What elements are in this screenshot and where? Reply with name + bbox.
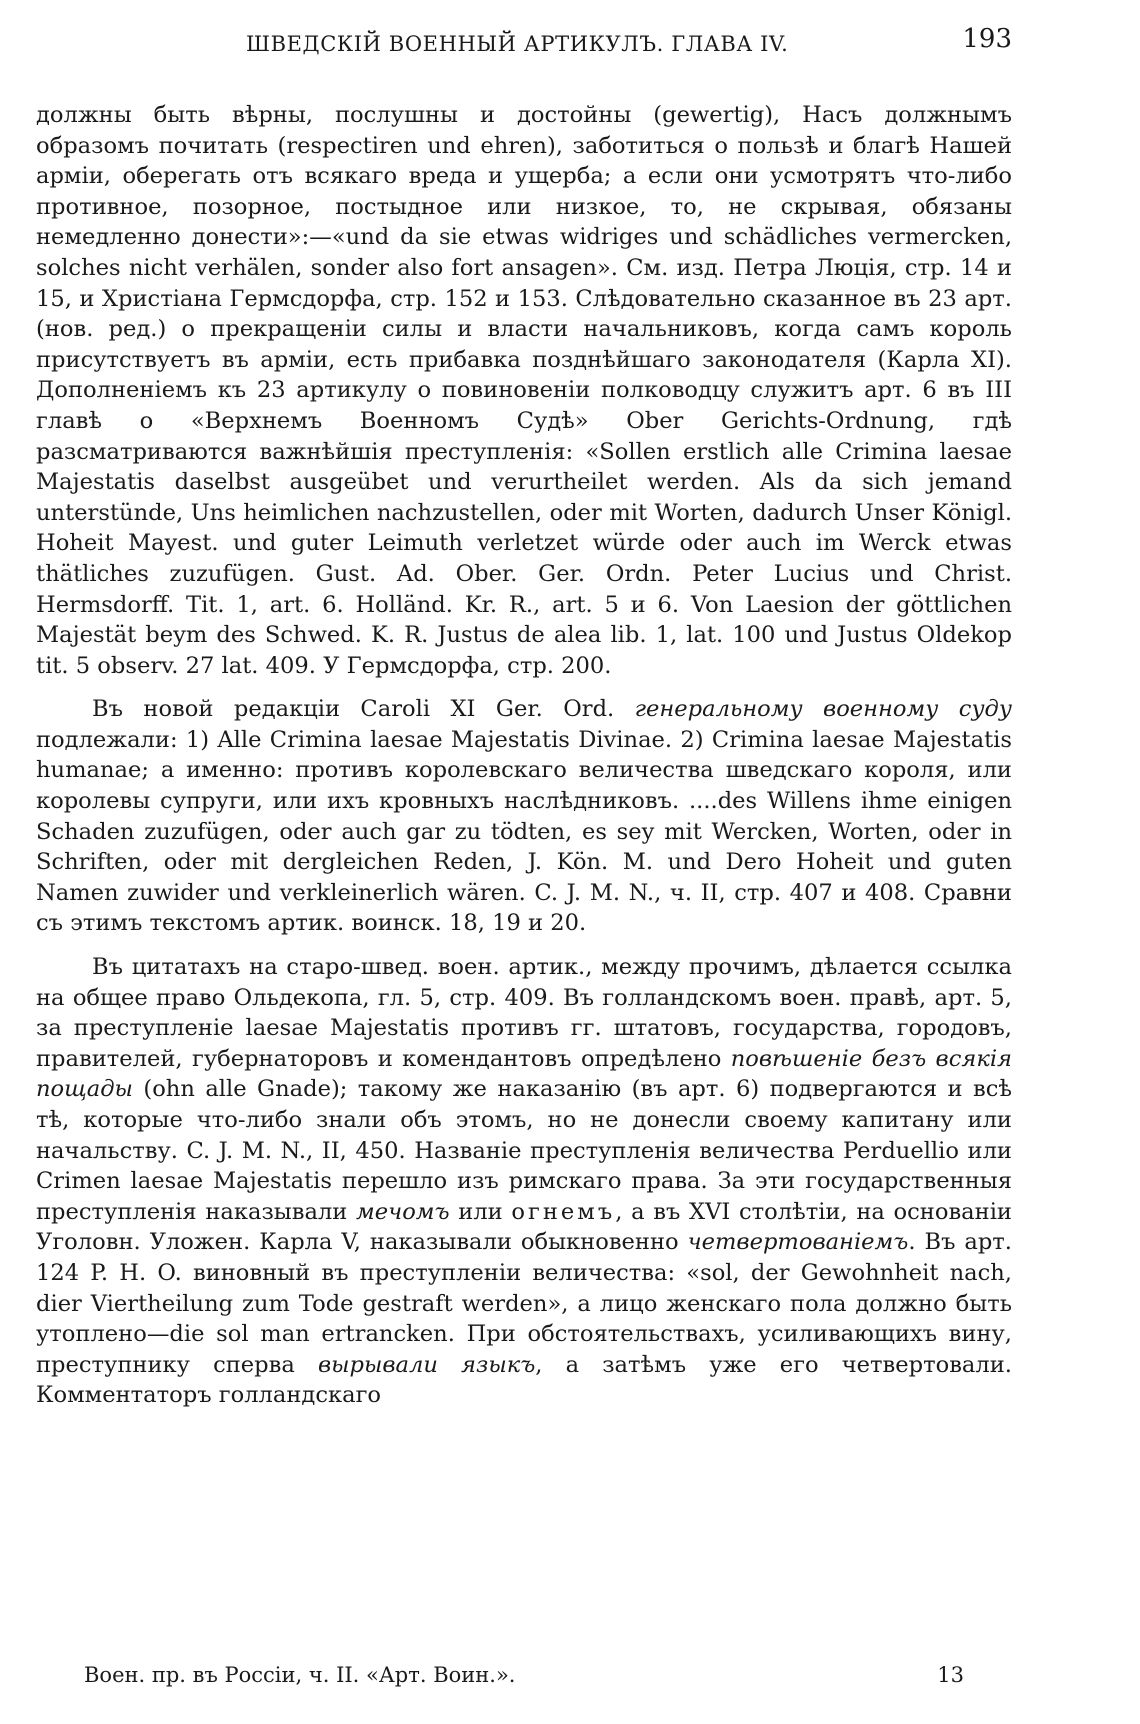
italic-phrase: четвертованіемъ [687, 1229, 909, 1256]
page-footer [84, 1663, 964, 1697]
paragraph [36, 952, 1012, 1411]
paragraph [36, 694, 1012, 939]
footer-signature: Воен. пр. въ Россіи, ч. II. «Арт. Воин.». [84, 1663, 516, 1687]
running-title: ШВЕДСКІЙ ВОЕННЫЙ АРТИКУЛЪ. ГЛАВА IV. [246, 32, 789, 56]
page-header [36, 24, 1012, 64]
spaced-phrase: огнемъ [511, 1198, 616, 1225]
text-run: . Въ арт. 124 P. H. O. виновный въ преступленіи величества: «sol, der Gewohnheit nach, dier Viertheilung zum Tode gestraft werden», а лицо женскаго пола должно быть утоплено—die sol man ertrancken. При обстоятельствахъ, усиливающихъ вину, преступнику сперва [36, 1229, 1012, 1378]
italic-phrase: повѣшеніе безъ всякія пощады [36, 1045, 1013, 1103]
italic-phrase: мечомъ [356, 1198, 450, 1225]
book-page [36, 0, 1012, 1724]
text-run: , а затѣмъ уже его четвертовали. Комментаторъ голландскаго [36, 1351, 1012, 1409]
text-run: , а въ XVI столѣтіи, на основаніи Уголовн. Уложен. Карла V, наказывали обыкновенно [36, 1198, 1012, 1256]
paragraph [36, 100, 1012, 681]
text-run: Въ цитатахъ на старо-швед. воен. артик., между прочимъ, дѣлается ссылка на общее право Ольдекопа, гл. 5, стр. 409. Въ голландскомъ воен. правѣ, арт. 5, за преступленіе laesae Majestatis противъ гг. штатовъ, государства, городовъ, правителей, губернаторовъ и комендантовъ опредѣлено [36, 954, 1012, 1072]
page-number: 193 [962, 24, 1012, 54]
text-run: (ohn alle Gnade); такому же наказанію (въ арт. 6) подвергаются и всѣ тѣ, которые что-либо знали объ этомъ, но не донесли своему капитану или начальству. C. J. M. N., II, 450. Названіе преступленія величества Perduellio или Crimen laesae Majestatis перешло изъ римскаго права. За эти государственныя преступленія наказывали [36, 1076, 1012, 1225]
text-run: Въ новой редакціи Caroli XI Ger. Ord. [92, 696, 635, 723]
text-run: или [449, 1198, 512, 1225]
sheet-number: 13 [937, 1663, 964, 1687]
italic-phrase: генеральному военному суду [634, 696, 1012, 723]
text-run: должны быть вѣрны, послушны и достойны (gewertig), Насъ должнымъ образомъ почитать (respectiren und ehren), заботиться о пользѣ и благѣ Нашей арміи, оберегать отъ всякаго вреда и ущерба; а если они усмотрятъ что-либо противное, позорное, постыдное или низкое, то, не скрывая, обязаны немедленно донести»:—«und da sie etwas widriges und schädliches vermercken, solches nicht verhälen, sonder also fort ansagen». См. изд. Петра Люція, стр. 14 и 15, и Христіана Гермсдорфа, стр. 152 и 153. Слѣдовательно сказанное въ 23 арт. (нов. ред.) о прекращеніи силы и власти начальниковъ, когда самъ король присутствуетъ въ арміи, есть прибавка позднѣйшаго законодателя (Карла XI). Дополненіемъ къ 23 артикулу о повиновеніи полководцу служитъ арт. 6 въ III главѣ о «Верхнемъ Военномъ Судѣ» Ober Gerichts-Ordnung, гдѣ разсматриваются важнѣйшія преступленія: «Sollen erstlich alle Crimina laesae Majestatis daselbst ausgeübet und verurtheilet werden. Als da sich jemand unterstünde, Uns heimlichen nachzustellen, oder mit Worten, dadurch Unser Königl. Hoheit Mayest. und guter Leimuth verletzet würde oder auch im Werck etwas thätliches zuzufügen. Gust. Ad. Ober. Ger. Ordn. Peter Lucius und Christ. Hermsdorff. Tit. 1, art. 6. Holländ. Kr. R., art. 5 и 6. Von Laesion der göttlichen Majestät beym des Schwed. K. R. Justus de alea lib. 1, lat. 100 und Justus Oldekop tit. 5 observ. 27 lat. 409. У Гермсдорфа, стр. 200. [36, 102, 1012, 679]
page-body [36, 100, 1012, 1411]
text-run: подлежали: 1) Alle Crimina laesae Majestatis Divinae. 2) Crimina laesae Majestatis humanae; а именно: противъ королевскаго величества шведскаго короля, или королевы супруги, или ихъ кровныхъ наслѣдниковъ. ....des Willens ihme einigen Schaden zuzufügen, oder auch gar zu tödten, es sey mit Wercken, Worten, oder in Schriften, oder mit dergleichen Reden, J. Kön. M. und Dero Hoheit und guten Namen zuwider und verkleinerlich wären. C. J. M. N., ч. II, стр. 407 и 408. Сравни съ этимъ текстомъ артик. воинск. 18, 19 и 20. [36, 726, 1012, 937]
italic-phrase: вырывали языкъ [317, 1351, 536, 1378]
